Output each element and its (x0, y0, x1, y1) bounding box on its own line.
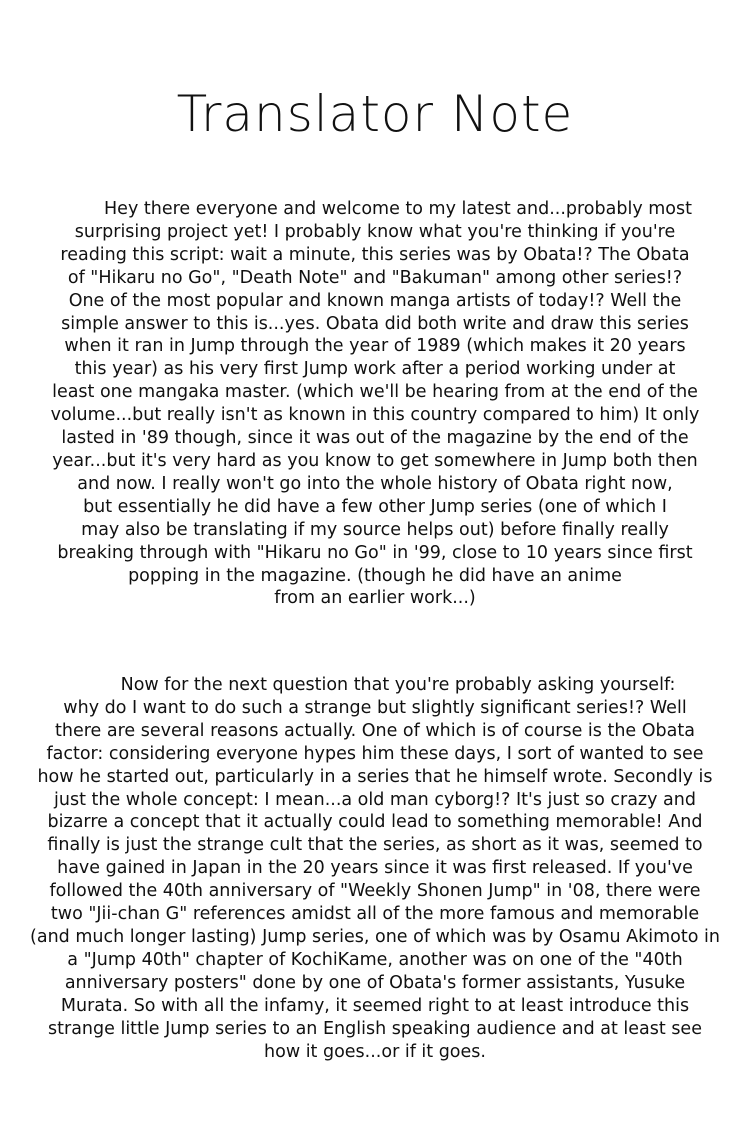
text-line: finally is just the strange cult that the series, as short as it was, seemed to (47, 835, 703, 856)
text-line: when it ran in Jump through the year of 1989 (which makes it 20 years (64, 336, 686, 357)
text-line: Now for the next question that you're probably asking yourself: (120, 675, 676, 695)
text-line: how it goes...or if it goes. (264, 1041, 486, 1062)
text-line: how he started out, particularly in a series that he himself wrote. Secondly is (37, 766, 713, 787)
text-line: breaking through with "Hikaru no Go" in '99, close to 10 years since first (57, 542, 693, 563)
text-line: followed the 40th anniversary of "Weekly Shonen Jump" in '08, there were (49, 881, 701, 902)
text-line: lasted in '89 though, since it was out of the magazine by the end of the (61, 428, 689, 449)
text-line: this year) as his very first Jump work after a period working under at (74, 359, 676, 380)
page-title: Translator Note (176, 85, 574, 143)
text-line: surprising project yet! I probably know what you're thinking if you're (74, 221, 676, 242)
text-line: bizarre a concept that it actually could lead to something memorable! And (47, 812, 703, 833)
text-line: anniversary posters" done by one of Obata's former assistants, Yusuke (64, 972, 686, 993)
text-line: popping in the magazine. (though he did have an anime (128, 565, 622, 586)
text-line: two "Jii-chan G" references amidst all of the more famous and memorable (50, 904, 700, 925)
text-line: and now. I really won't go into the whole history of Obata right now, (77, 473, 673, 494)
text-line: year...but it's very hard as you know to get somewhere in Jump both then (52, 450, 698, 471)
text-line: Murata. So with all the infamy, it seemed right to at least introduce this (60, 995, 690, 1016)
paragraph-reasons (30, 674, 720, 1063)
text-line: least one mangaka master. (which we'll be hearing from at the end of the (52, 382, 698, 403)
text-line: One of the most popular and known manga artists of today!? Well the (68, 290, 682, 311)
text-line: reading this script: wait a minute, this series was by Obata!? The Obata (60, 244, 690, 265)
text-line: from an earlier work...) (274, 588, 476, 609)
paragraph-intro (30, 198, 720, 610)
text-line: volume...but really isn't as known in this country compared to him) It only (50, 405, 700, 426)
text-line: there are several reasons actually. One of which is of course is the Obata (55, 720, 695, 741)
text-line: Hey there everyone and welcome to my latest and...probably most (104, 199, 692, 219)
text-line: strange little Jump series to an English speaking audience and at least see (48, 1018, 702, 1039)
text-line: factor: considering everyone hypes him these days, I sort of wanted to see (46, 743, 704, 764)
text-line: simple answer to this is...yes. Obata did both write and draw this series (61, 313, 689, 334)
text-line: but essentially he did have a few other Jump series (one of which I (83, 496, 667, 517)
text-line: just the whole concept: I mean...a old man cyborg!? It's just so crazy and (54, 789, 696, 810)
text-line: of "Hikaru no Go", "Death Note" and "Bakuman" among other series!? (67, 267, 683, 288)
text-line: may also be translating if my source helps out) before finally really (81, 519, 669, 540)
text-line: a "Jump 40th" chapter of KochiKame, another was on one of the "40th (67, 949, 683, 970)
text-line: (and much longer lasting) Jump series, one of which was by Osamu Akimoto in (30, 926, 720, 947)
text-line: why do I want to do such a strange but slightly significant series!? Well (63, 697, 687, 718)
text-line: have gained in Japan in the 20 years since it was first released. If you've (57, 858, 693, 879)
